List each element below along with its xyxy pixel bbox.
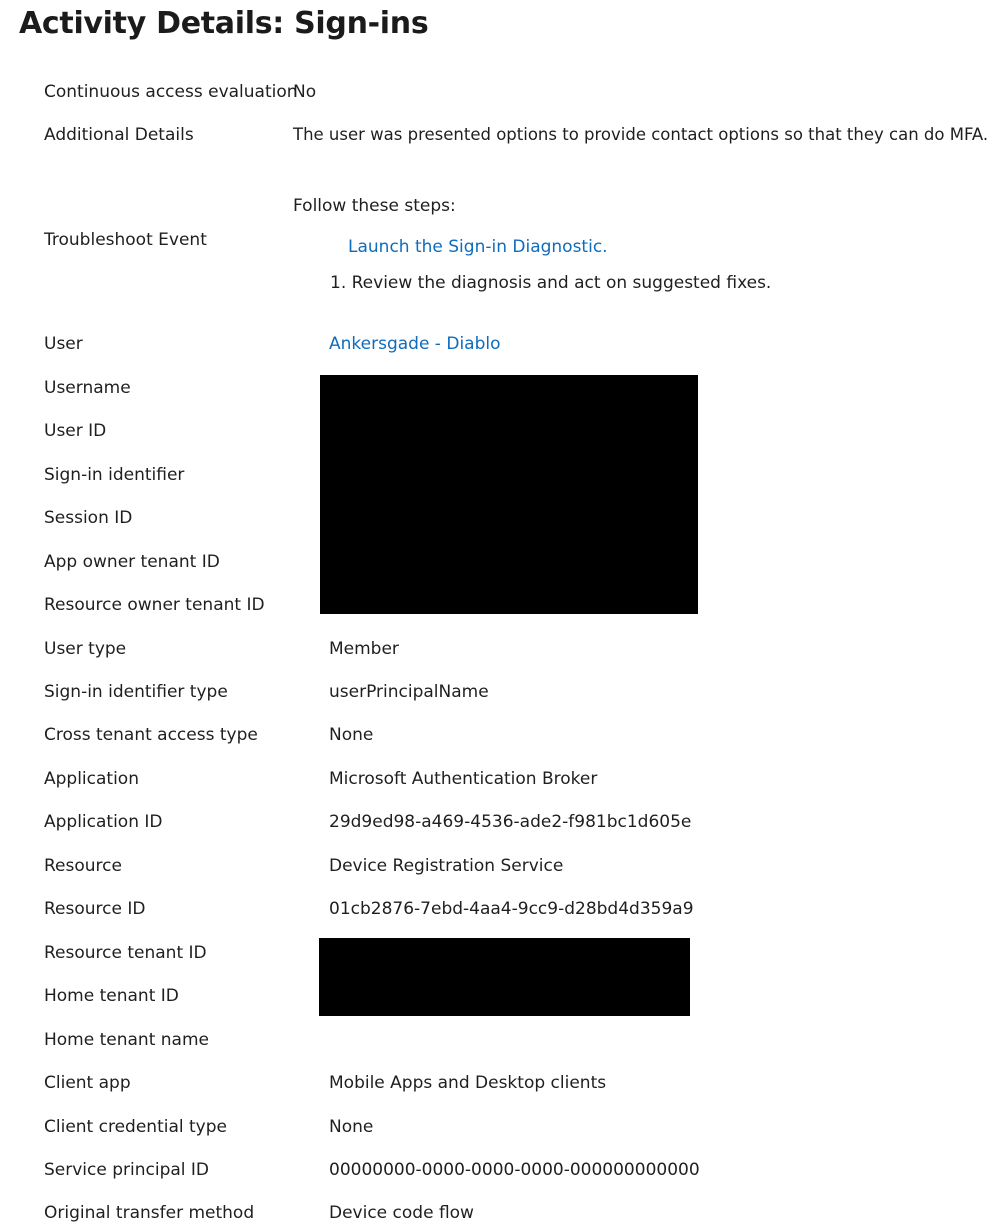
label-resource-owner-tenant-id: Resource owner tenant ID (44, 595, 265, 615)
troubleshoot-step-1: 1. Review the diagnosis and act on suggested fixes. (330, 273, 772, 293)
value-user-type: Member (329, 639, 399, 659)
label-session-id: Session ID (44, 508, 133, 528)
value-application-id: 29d9ed98-a469-4536-ade2-f981bc1d605e (329, 812, 692, 832)
label-username: Username (44, 378, 131, 398)
redaction-block (320, 375, 698, 614)
troubleshoot-intro: Follow these steps: (293, 196, 456, 216)
value-resource: Device Registration Service (329, 856, 564, 876)
page-title: Activity Details: Sign-ins (19, 6, 429, 41)
label-troubleshoot-event: Troubleshoot Event (44, 230, 207, 250)
label-client-app: Client app (44, 1073, 131, 1093)
value-client-app: Mobile Apps and Desktop clients (329, 1073, 607, 1093)
value-resource-id: 01cb2876-7ebd-4aa4-9cc9-d28bd4d359a9 (329, 899, 694, 919)
label-sign-in-identifier-type: Sign-in identifier type (44, 682, 228, 702)
value-sign-in-identifier-type: userPrincipalName (329, 682, 489, 702)
label-user: User (44, 334, 83, 354)
label-resource-tenant-id: Resource tenant ID (44, 943, 207, 963)
label-application: Application (44, 769, 139, 789)
value-original-transfer-method: Device code flow (329, 1203, 474, 1223)
launch-sign-in-diagnostic-link[interactable]: Launch the Sign-in Diagnostic. (348, 237, 608, 257)
label-resource-id: Resource ID (44, 899, 146, 919)
label-application-id: Application ID (44, 812, 163, 832)
label-original-transfer-method: Original transfer method (44, 1203, 255, 1223)
label-continuous-access-evaluation: Continuous access evaluation (44, 82, 298, 102)
user-link[interactable]: Ankersgade - Diablo (329, 334, 501, 354)
value-service-principal-id: 00000000-0000-0000-0000-000000000000 (329, 1160, 700, 1180)
label-home-tenant-name: Home tenant name (44, 1030, 209, 1050)
label-client-credential-type: Client credential type (44, 1117, 227, 1137)
value-client-credential-type: None (329, 1117, 374, 1137)
label-user-type: User type (44, 639, 127, 659)
value-additional-details: The user was presented options to provide contact options so that they can do MFA. (293, 125, 989, 144)
label-sign-in-identifier: Sign-in identifier (44, 465, 185, 485)
label-additional-details: Additional Details (44, 125, 194, 145)
label-cross-tenant-access-type: Cross tenant access type (44, 725, 258, 745)
label-user-id: User ID (44, 421, 107, 441)
value-continuous-access-evaluation: No (293, 82, 317, 102)
label-home-tenant-id: Home tenant ID (44, 986, 179, 1006)
label-resource: Resource (44, 856, 122, 876)
label-service-principal-id: Service principal ID (44, 1160, 210, 1180)
redaction-block (319, 938, 690, 1016)
value-cross-tenant-access-type: None (329, 725, 374, 745)
value-application: Microsoft Authentication Broker (329, 769, 598, 789)
label-app-owner-tenant-id: App owner tenant ID (44, 552, 220, 572)
